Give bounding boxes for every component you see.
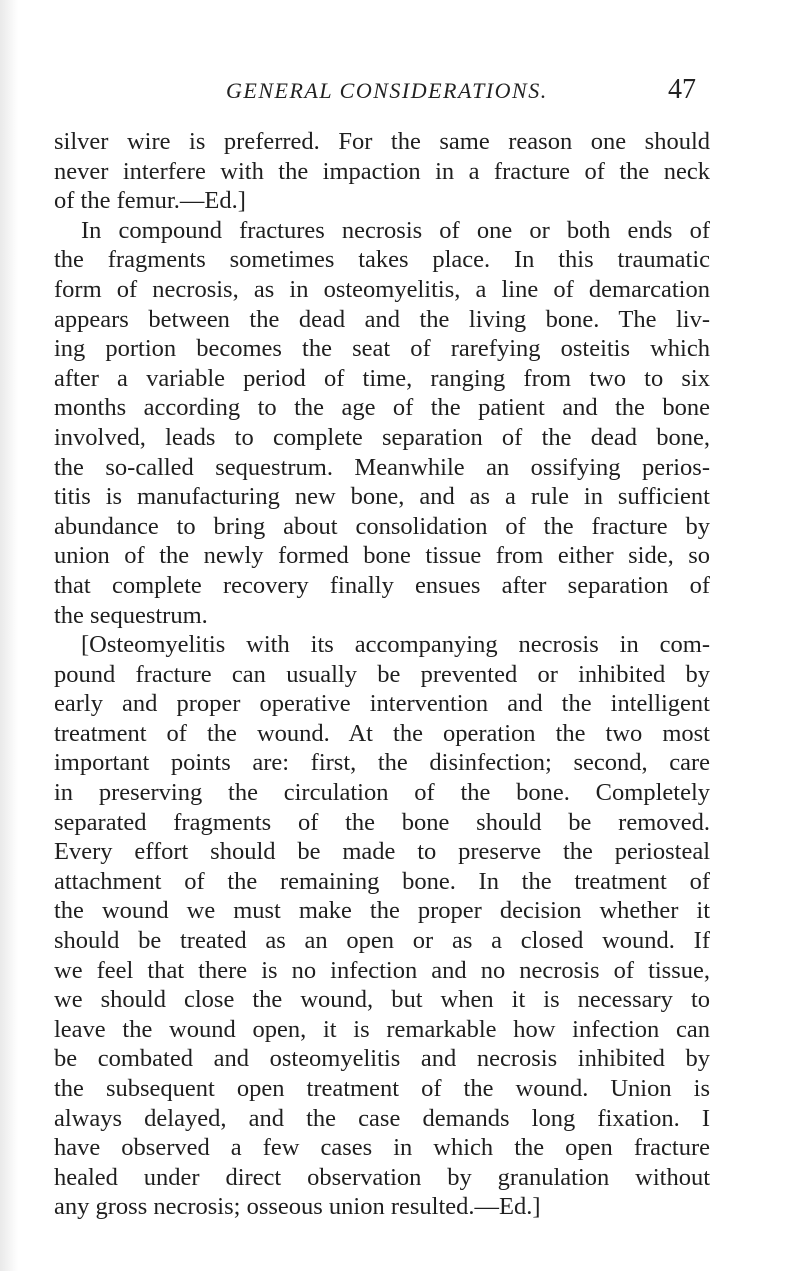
text-line: of the femur.—Ed.] — [54, 187, 246, 215]
text-line: never interfere with the impaction in a fracture of the neck — [54, 157, 710, 185]
text-line: that complete recovery finally ensues after separation of — [54, 571, 710, 599]
text-line: the subsequent open treatment of the wound. Union is — [54, 1075, 710, 1102]
text-line: in preserving the circulation of the bone. Completely — [54, 779, 710, 807]
text-line: we feel that there is no infection and no necrosis of tissue, — [54, 956, 710, 984]
page-edge-shadow — [0, 0, 18, 1271]
text-line: titis is manufacturing new bone, and as a rule in sufficient — [54, 483, 710, 511]
text-line: leave the wound open, it is remarkable how infection can — [54, 1015, 710, 1043]
text-line: always delayed, and the case demands long fixation. I — [54, 1104, 710, 1132]
text-line: union of the newly formed bone tissue from either side, so — [54, 542, 710, 570]
text-line: should be treated as an open or as a closed wound. If — [54, 927, 710, 955]
text-line: treatment of the wound. At the operation the two most — [54, 719, 710, 747]
text-line: abundance to bring about consolidation of the fracture by — [54, 512, 710, 540]
text-line: any gross necrosis; osseous union resulted.—Ed.] — [54, 1193, 541, 1221]
text-line: Every effort should be made to preserve the periosteal — [54, 838, 710, 866]
text-line: In compound fractures necrosis of one or both ends of — [81, 216, 710, 244]
text-line: we should close the wound, but when it is necessary to — [54, 986, 710, 1014]
text-line: the so-called sequestrum. Meanwhile an ossifying perios- — [54, 453, 710, 481]
running-head — [226, 74, 696, 108]
text-line: attachment of the remaining bone. In the treatment of — [54, 867, 710, 895]
text-line: the wound we must make the proper decision whether it — [54, 897, 710, 925]
text-line: silver wire is preferred. For the same reason one should — [54, 128, 710, 155]
text-line: form of necrosis, as in osteomyelitis, a line of demarcation — [54, 275, 710, 303]
body-text — [54, 127, 710, 1222]
text-line: months according to the age of the patient and the bone — [54, 394, 710, 422]
text-line: [Osteomyelitis with its accompanying necrosis in com- — [81, 631, 710, 659]
text-line: important points are: first, the disinfection; second, care — [54, 749, 710, 777]
text-line: involved, leads to complete separation of the dead bone, — [54, 423, 710, 451]
text-line: ing portion becomes the seat of rarefying osteitis which — [54, 335, 710, 363]
text-line: early and proper operative intervention and the intelligent — [54, 690, 710, 718]
text-line: healed under direct observation by granulation without — [54, 1163, 710, 1191]
text-line: the sequestrum. — [54, 601, 208, 629]
text-line: the fragments sometimes takes place. In this traumatic — [54, 246, 710, 274]
text-line: after a variable period of time, ranging from two to six — [54, 364, 710, 392]
text-line: be combated and osteomyelitis and necrosis inhibited by — [54, 1045, 710, 1073]
text-line: pound fracture can usually be prevented or inhibited by — [54, 660, 710, 688]
text-line: separated fragments of the bone should be removed. — [54, 808, 710, 836]
running-title: GENERAL CONSIDERATIONS. — [226, 78, 548, 103]
text-line: have observed a few cases in which the open fracture — [54, 1134, 710, 1162]
text-line: appears between the dead and the living bone. The liv- — [54, 305, 710, 333]
page-number: 47 — [668, 74, 696, 105]
